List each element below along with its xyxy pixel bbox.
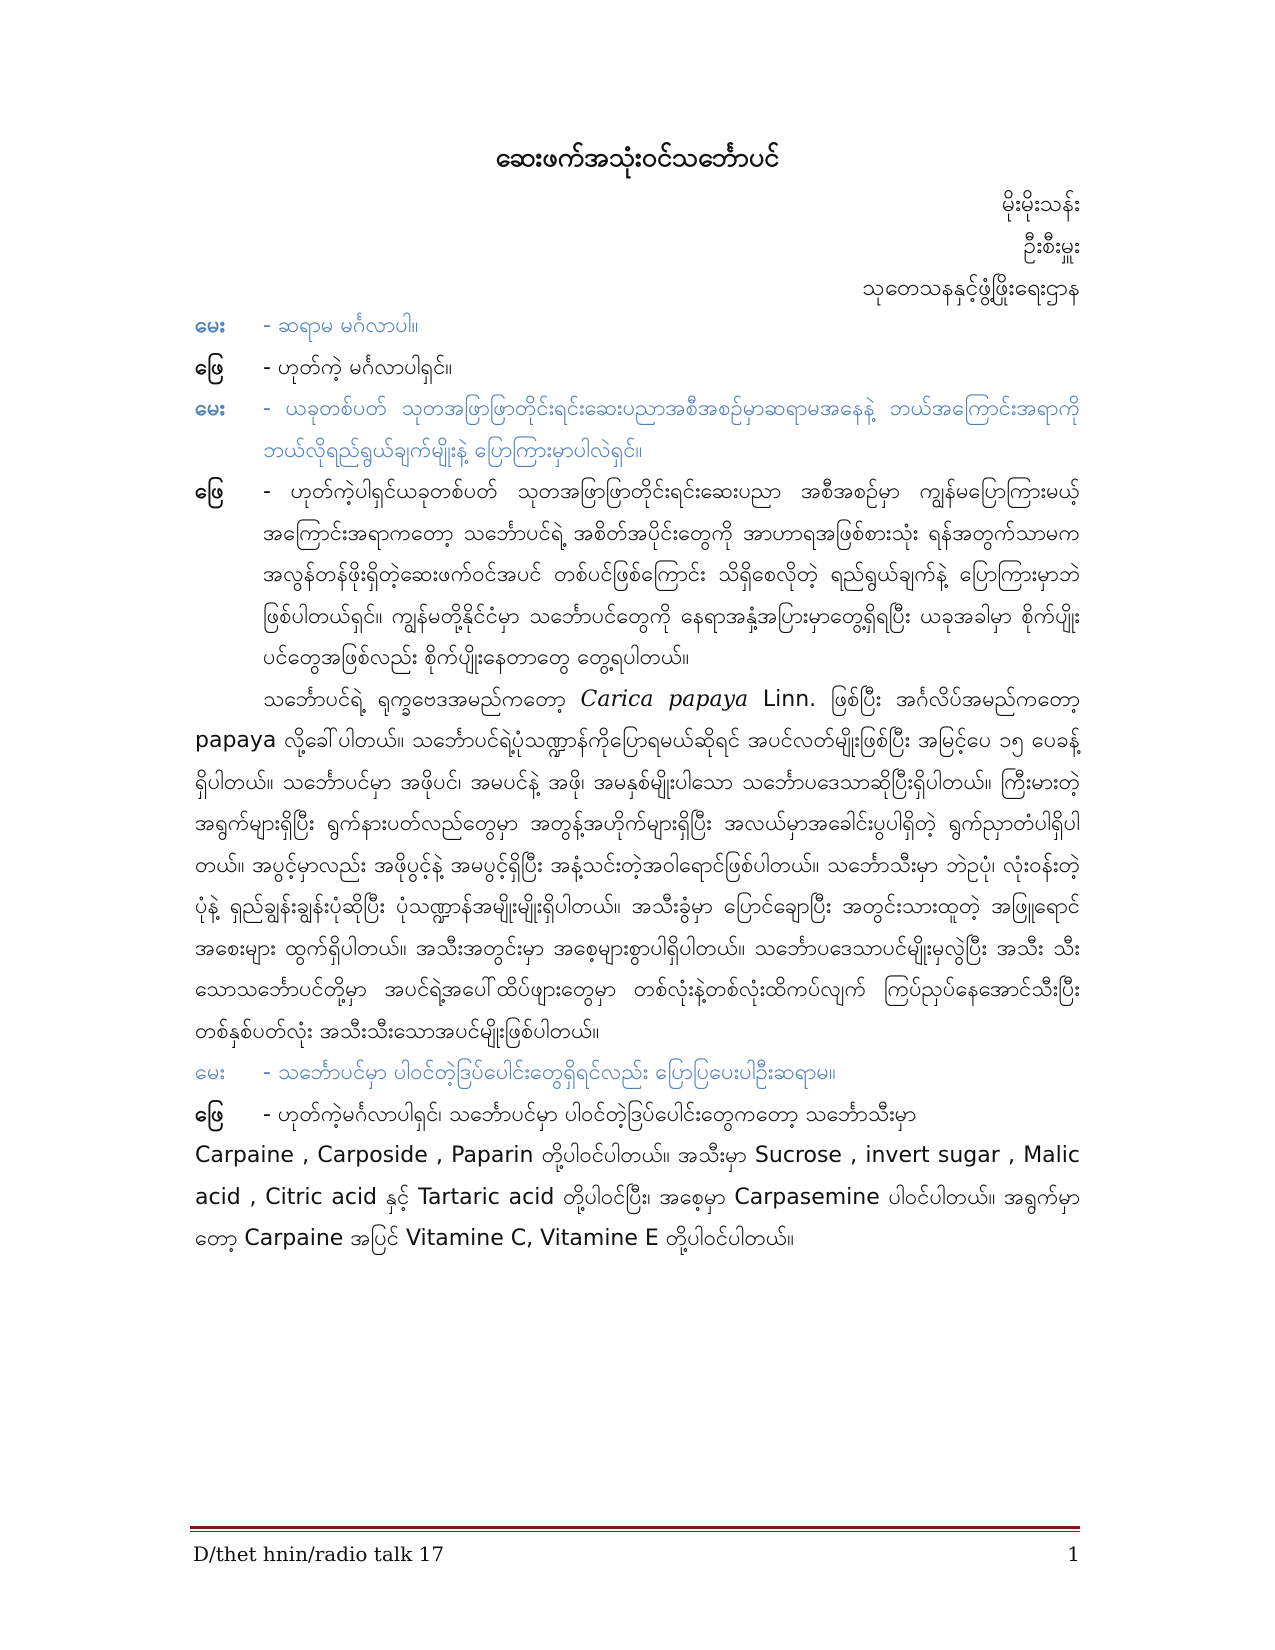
paragraph-body: Linn. ဖြစ်ပြီး အင်္ဂလိပ်အမည်ကတော့ papaya လို့ခေါ်ပါတယ်။ သင်္ဘောပင်ရဲ့ပုံသဏ္ဍာန်ကိုပြောရမယ်ဆိုရင် အပင်လတ်မျိုးဖြစ်ပြီး အမြင့်ပေ ၁၅ ပေခန့်ရှိပါတယ်။ သင်္ဘောပင်မှာ အဖိုပင်၊ အမပင်နဲ့ အဖို၊ အမနှစ်မျိုးပါသော သင်္ဘောပဒေသာဆိုပြီးရှိပါတယ်။ ကြီးမားတဲ့အရွက်များရှိပြီး ရွက်နားပတ်လည်တွေမှာ အတွန့်အဟိုက်များရှိပြီး အလယ်မှာအခေါင်းပွပါရှိတဲ့ ရွက်ညှာတံပါရှိပါတယ်။ အပွင့်မှာလည်း အဖိုပွင့်နဲ့ အမပွင့်ရှိပြီး အနံ့သင်းတဲ့အဝါရောင်ဖြစ်ပါတယ်။ သင်္ဘောသီးမှာ ဘဲဥပုံ၊ လုံးဝန်းတဲ့ပုံနဲ့ ရှည်ချွန်းချွန်းပုံဆိုပြီး ပုံသဏ္ဍာန်အမျိုးမျိုးရှိပါတယ်။ အသီးခွံမှာ ပြောင်ချောပြီး အတွင်းသားထူတဲ့ အဖြူရောင်အစေးများ ထွက်ရှိပါတယ်။ အသီးအတွင်းမှာ အစေ့များစွာပါရှိပါတယ်။ သင်္ဘောပဒေသာပင်မျိုးမှလွဲပြီး အသီး သီးသောသင်္ဘောပင်တို့မှာ အပင်ရဲ့အပေါ်ထိပ်ဖျားတွေမှာ တစ်လုံးနဲ့တစ်လုံးထိကပ်လျက် ကြပ်ညှပ်နေအောင်သီးပြီး တစ်နှစ်ပတ်လုံး အသီးသီးသောအပင်မျိုးဖြစ်ပါတယ်။ <box>195 686 1080 1044</box>
scientific-name: Carica papaya <box>580 686 749 712</box>
dialogue-text: - ဟုတ်ကဲ့ပါရှင်ယခုတစ်ပတ် သုတအဖြာဖြာတိုင်းရင်းဆေးပညာ အစီအစဉ်မှာ ကျွန်မပြောကြားမယ့် အကြောင်းအရာကတော့ သင်္ဘောပင်ရဲ့ အစိတ်အပိုင်းတွေကို အာဟာရအဖြစ်စားသုံး ရန်အတွက်သာမက အလွန်တန်ဖိုးရှိတဲ့ဆေးဖက်ဝင်အပင် တစ်ပင်ဖြစ်ကြောင်း သိရှိစေလိုတဲ့ ရည်ရွယ်ချက်နဲ့ ပြောကြားမှာဘဲဖြစ်ပါတယ်ရှင်။ ကျွန်မတို့နိုင်ငံမှာ သင်္ဘောပင်တွေကို နေရာအနှံ့အပြားမှာတွေ့ရှိရပြီး ယခုအခါမှာ စိုက်ပျိုးပင်တွေအဖြစ်လည်း စိုက်ပျိုးနေတာတွေ တွေ့ရပါတယ်။ <box>263 479 1080 670</box>
dialogue-text: - သင်္ဘောပင်မှာ ပါဝင်တဲ့ဒြပ်ပေါင်းတွေရှိရင်လည်း ပြောပြပေးပါဦးဆရာမ။ <box>263 1060 836 1085</box>
author-position: ဦးစီးမှူး <box>1023 233 1080 259</box>
speaker-label: မေး <box>195 396 226 421</box>
dialogue-question <box>195 305 1080 347</box>
compounds-paragraph: Carpaine , Carposide , Paparin တို့ပါဝင်ပါတယ်။ အသီးမှာ Sucrose , invert sugar , Malic acid , Citric acid နှင့် Tartaric acid တို့ပါဝင်ပြီး၊ အစေ့မှာ Carpasemine ပါဝင်ပါတယ်။ အရွက်မှာတော့ Carpaine အပြင် Vitamine C, Vitamine E တို့ပါဝင်ပါတယ်။ <box>195 1143 1080 1251</box>
speaker-label: ဖြေ <box>195 1101 224 1127</box>
author-name: မိုးမိုးသန်း <box>1002 191 1080 217</box>
speaker-label: မေး <box>195 1060 226 1085</box>
dialogue-answer <box>195 471 1080 679</box>
dialogue-text: - ဆရာမ မင်္ဂလာပါ။ <box>263 313 419 338</box>
speaker-label: ဖြေ <box>195 354 224 380</box>
dialogue-text: - ယခုတစ်ပတ် သုတအဖြာဖြာတိုင်းရင်းဆေးပညာအစီအစဉ်မှာဆရာမအနေနဲ့ ဘယ်အကြောင်းအရာကို ဘယ်လိုရည်ရွယ်ချက်မျိုးနဲ့ ပြောကြားမှာပါလဲရှင်။ <box>263 396 1080 463</box>
dialogue-question <box>195 388 1080 471</box>
speaker-label: ဖြေ <box>195 479 224 504</box>
dialogue-answer <box>195 1094 1080 1136</box>
dialogue-text: - ဟုတ်ကဲ့မင်္ဂလာပါရှင်၊ သင်္ဘောပင်မှာ ပါဝင်တဲ့ဒြပ်ပေါင်းတွေကတော့ သင်္ဘောသီးမှာ <box>263 1101 917 1127</box>
author-department: သုတေသနနှင့်ဖွံ့ဖြိုးရေးဌာန <box>862 275 1080 301</box>
speaker-label: မေး <box>195 313 226 338</box>
footer-rule-thin <box>190 1531 1080 1532</box>
footer-reference: D/thet hnin/radio talk 17 <box>193 1542 445 1566</box>
page-number: 1 <box>1067 1542 1080 1566</box>
paragraph-lead: သင်္ဘောပင်ရဲ့ ရုက္ခဗေဒအမည်ကတော့ <box>263 686 581 712</box>
author-block <box>862 183 1080 309</box>
dialogue-answer <box>195 347 1080 389</box>
footer-rule <box>190 1526 1080 1529</box>
document-title: ဆေးဖက်အသုံးဝင်သင်္ဘောပင် <box>495 142 780 173</box>
document-body <box>195 305 1080 1260</box>
dialogue-question <box>195 1052 1080 1094</box>
dialogue-text: - ဟုတ်ကဲ့ မင်္ဂလာပါရှင်။ <box>263 354 453 380</box>
botany-paragraph <box>195 679 1080 1053</box>
